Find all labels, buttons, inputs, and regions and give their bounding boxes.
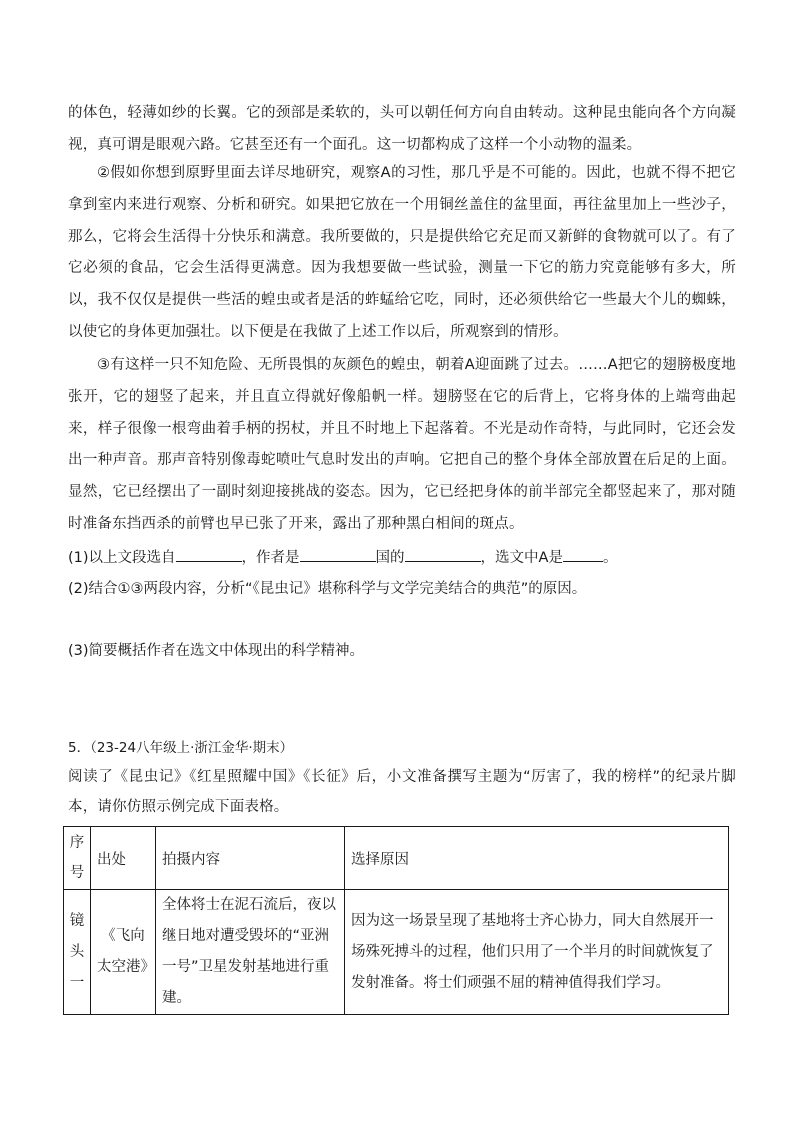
- answer-blank-author-name[interactable]: [405, 546, 481, 562]
- table-header-row: [64, 827, 729, 890]
- passage-paragraph-3: ③有这样一只不知危险、无所畏惧的灰颜色的蝗虫，朝着A迎面跳了过去。……A把它的翅膀极度地张开，它的翅竖了起来，并且直立得就好像船帆一样。翅膀竖在它的后背上，它将身体的上端弯曲起来，样子很像一根弯曲着手柄的拐杖，并且不时地上下起落着。不光是动作奇特，与此同时，它还会发出一种声音。那声音特别像毒蛇喷吐气息时发出的声响。它把自己的整个身体全部放置在后足的上面。显然，它已经摆出了一副时刻迎接挑战的姿态。因为，它已经把身体的前半部完全都竖起来了，那对随时准备东挡西杀的前臂也早已张了开来，露出了那种黑白相间的斑点。: [68, 357, 736, 532]
- cell-shot-number: 镜头一: [64, 890, 91, 1015]
- answer-blank-author[interactable]: [300, 546, 376, 562]
- answer-blank-insect[interactable]: [563, 546, 603, 562]
- question-5-header: 5．（23-24八年级上·浙江金华·期末）: [68, 740, 294, 756]
- question-2: (2)结合①③两段内容，分析“《昆虫记》堪称科学与文学完美结合的典范”的原因。: [68, 581, 587, 597]
- passage-paragraph-1-end: 的体色，轻薄如纱的长翼。它的颈部是柔软的，头可以朝任何方向自由转动。这种昆虫能向各个方向凝视，真可谓是眼观六路。它甚至还有一个面孔。这一切都构成了这样一个小动物的温柔。: [68, 105, 736, 153]
- header-source: 出处: [91, 827, 156, 890]
- question-1-part-e: 。: [602, 550, 618, 566]
- question-1: [68, 546, 736, 570]
- question-1-part-b: ，作者是: [241, 550, 300, 566]
- question-1-part-a: (1)以上文段选自: [68, 550, 176, 566]
- question-5-prompt: 阅读了《昆虫记》《红星照耀中国》《长征》后，小文准备撰写主题为“厉害了，我的榜样”的纪录片脚本，请你仿照示例完成下面表格。: [68, 769, 736, 815]
- answer-blank-source[interactable]: [176, 546, 242, 562]
- passage-paragraph-2: ②假如你想到原野里面去详尽地研究，观察A的习性，那几乎是不可能的。因此，也就不得不把它拿到室内来进行观察、分析和研究。如果把它放在一个用铜丝盖住的盆里面，再往盆里加上一些沙子，那么，它将会生活得十分快乐和满意。我所要做的，只是提供给它充足而又新鲜的食物就可以了。有了它必须的食品，它会生活得更满意。因为我想要做一些试验，测量一下它的筋力究竟能够有多大，所以，我不仅仅是提供一些活的蝗虫或者是活的蚱蜢给它吃，同时，还必须供给它一些最大个儿的蜘蛛，以使它的身体更加强壮。以下便是在我做了上述工作以后，所观察到的情形。: [68, 165, 736, 340]
- table-row: [64, 890, 729, 1015]
- question-3: (3)简要概括作者在选文中体现出的科学精神。: [68, 643, 365, 659]
- cell-content: 全体将士在泥石流后，夜以继日地对遭受毁坏的“亚洲一号”卫星发射基地进行重建。: [156, 890, 345, 1015]
- cell-reason: 因为这一场景呈现了基地将士齐心协力，同大自然展开一场殊死搏斗的过程，他们只用了一个半月的时间就恢复了发射准备。将士们顽强不屈的精神值得我们学习。: [345, 890, 729, 1015]
- header-content: 拍摄内容: [156, 827, 345, 890]
- question-1-part-d: ，选文中A是: [480, 550, 563, 566]
- header-number: 序号: [64, 827, 91, 890]
- cell-source: 《飞向太空港》: [91, 890, 156, 1015]
- header-reason: 选择原因: [345, 827, 729, 890]
- question-1-part-c: 国的: [375, 550, 405, 566]
- script-table: [63, 826, 729, 1015]
